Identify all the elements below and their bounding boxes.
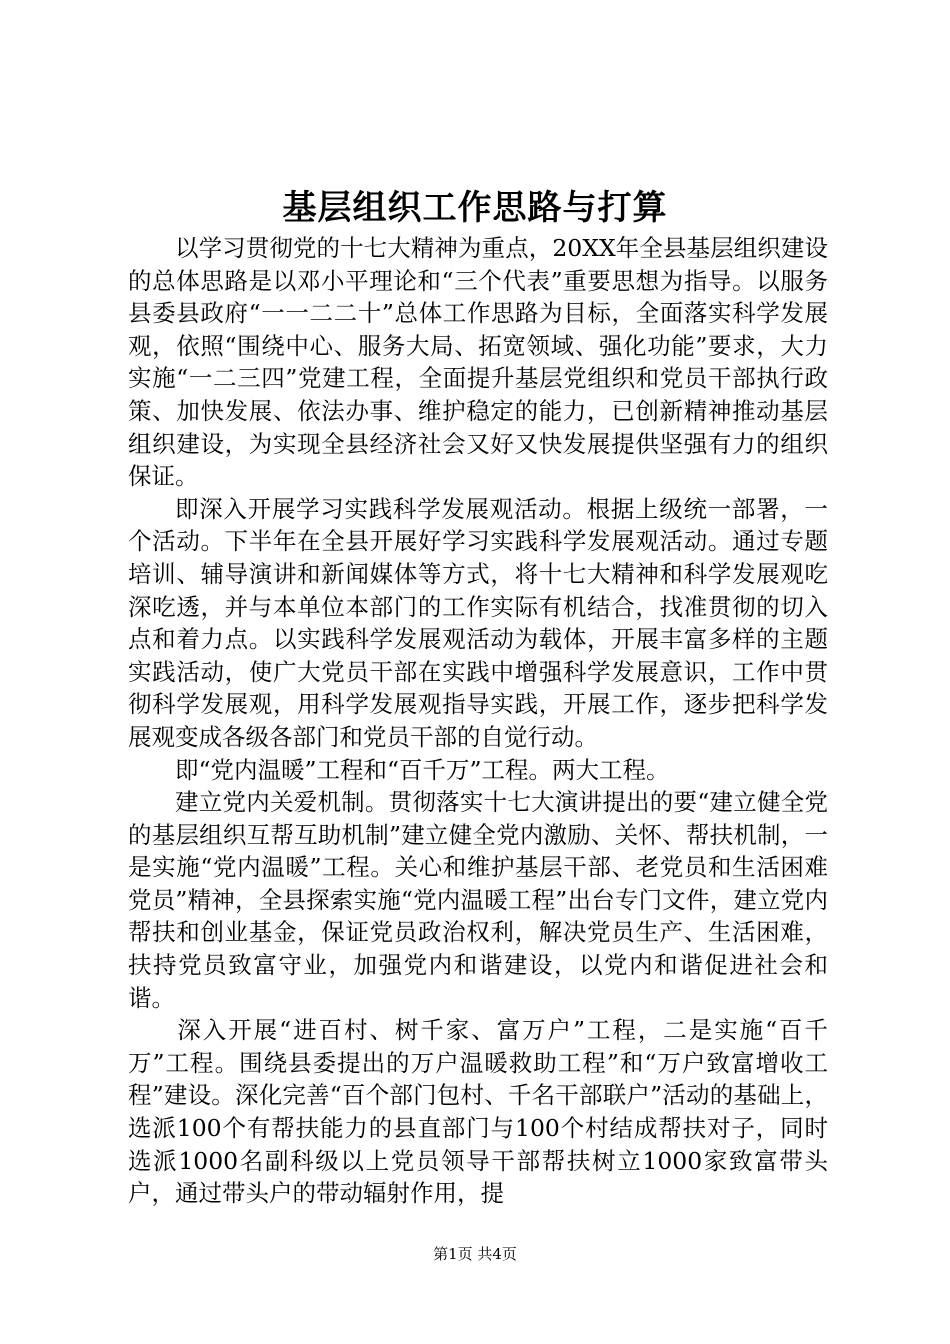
paragraph-2: 即深入开展学习实践科学发展观活动。根据上级统一部署，一个活动。下半年在全县开展好学习实践科学发展观活动。通过专题培训、辅导演讲和新闻媒体等方式，将十七大精神和科学发展观吃深吃透，并与本单位本部门的工作实际有机结合，找准贯彻的切入点和着力点。以实践科学发展观活动为载体，开展丰富多样的主题实践活动，使广大党员干部在实践中增强科学发展意识，工作中贯彻科学发展观，用科学发展观指导实践，开展工作，逐步把科学发展观变成各级各部门和党员干部的自觉行动。: [128, 494, 828, 751]
paragraph-5: 深入开展“进百村、树千家、富万户”工程，二是实施“百千万”工程。围绕县委提出的万户温暖救助工程”和“万户致富增收工程”建设。深化完善“百个部门包村、千名干部联户”活动的基础上，选派100个有帮扶能力的县直部门与100个村结成帮扶对子，同时选派1000名副科级以上党员领导干部帮扶树立1000家致富带头户，通过带头户的带动辐射作用，提: [128, 1016, 828, 1208]
paragraph-3: 即“党内温暖”工程和“百千万”工程。两大工程。: [175, 755, 670, 784]
document-body: [128, 232, 828, 1210]
paragraph-4: 建立党内关爱机制。贯彻落实十七大演讲提出的要“建立健全党的基层组织互帮互助机制”建立健全党内激励、关怀、帮扶机制，一是实施“党内温暖”工程。关心和维护基层干部、老党员和生活困难党员”精神，全县探索实施“党内温暖工程”出台专门文件，建立党内帮扶和创业基金，保证党员政治权利，解决党员生产、生活困难，扶持党员致富守业，加强党内和谐建设，以党内和谐促进社会和谐。: [128, 788, 828, 1012]
document-title: 基层组织工作思路与打算: [282, 188, 668, 228]
paragraph-1: 以学习贯彻党的十七大精神为重点，20XX年全县基层组织建设的总体思路是以邓小平理论和“三个代表”重要思想为指导。以服务县委县政府“一一二二十”总体工作思路为目标，全面落实科学发展观，依照“围绕中心、服务大局、拓宽领域、强化功能”要求，大力实施“一二三四”党建工程，全面提升基层党组织和党员干部执行政策、加快发展、依法办事、维护稳定的能力，已创新精神推动基层组织建设，为实现全县经济社会又好又快发展提供坚强有力的组织保证。: [128, 234, 828, 491]
page-indicator: 第1页 共4页: [433, 1245, 517, 1263]
